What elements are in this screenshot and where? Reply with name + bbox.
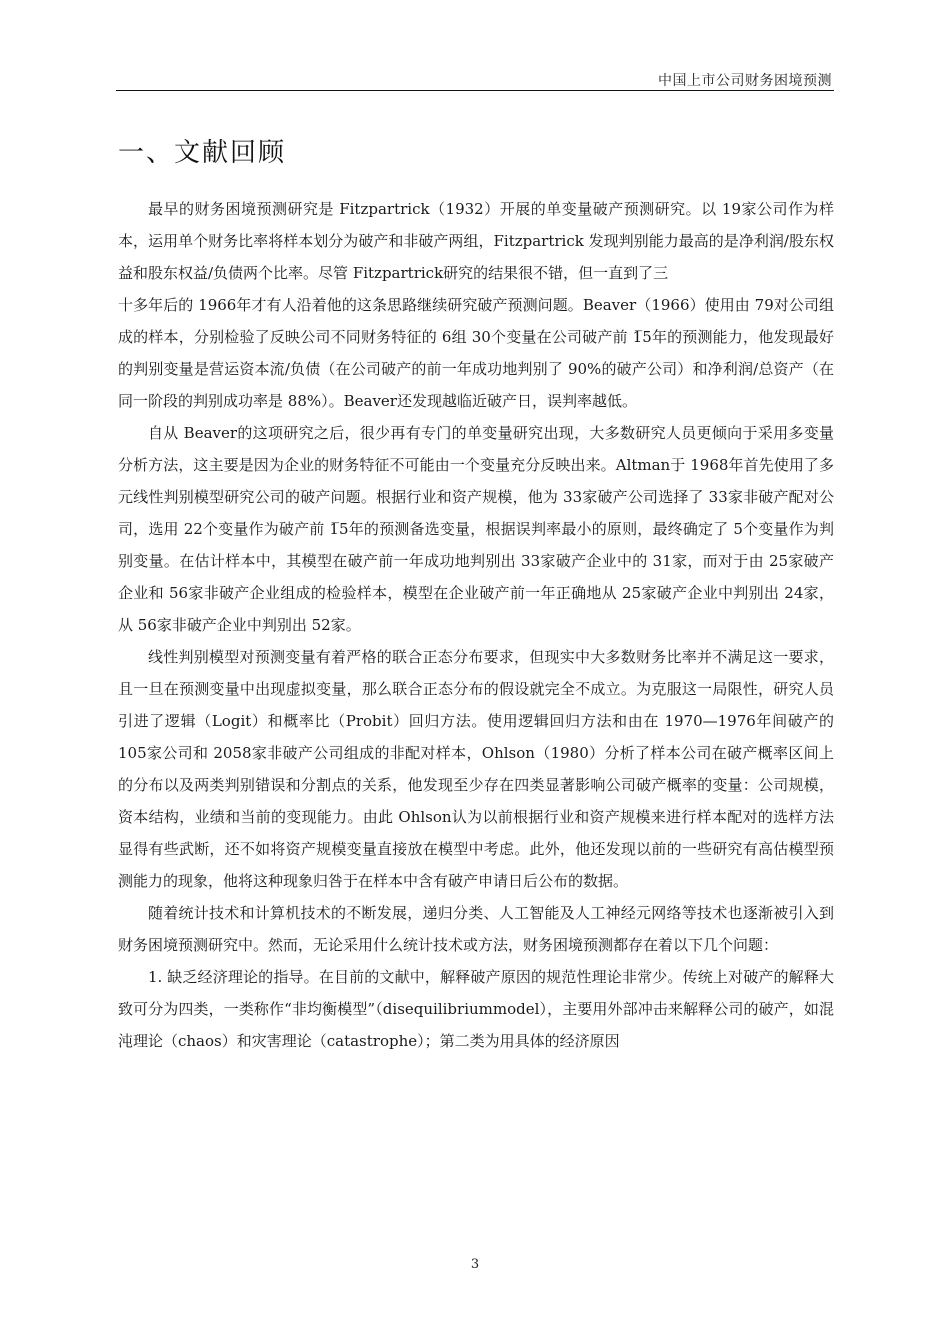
section-title: 一、文献回顾 xyxy=(118,138,287,168)
page-number: 3 xyxy=(470,1257,480,1272)
paragraph-1: 最早的财务困境预测研究是 Fitzpartrick（1932）开展的单变量破产预测研究。以 19家公司作为样本，运用单个财务比率将样本划分为破产和非破产两组，Fitzpartrick 发现判别能力最高的是净利润/股东权益和股东权益/负债两个比率。尽管 Fitzpartrick研究的结果很不错，但一直到了三 xyxy=(118,200,834,282)
running-header-title: 中国上市公司财务困境预测 xyxy=(658,73,832,89)
body-text xyxy=(118,193,834,1057)
header-rule xyxy=(116,90,834,91)
paragraph-3: 线性判别模型对预测变量有着严格的联合正态分布要求，但现实中大多数财务比率并不满足这一要求，且一旦在预测变量中出现虚拟变量，那么联合正态分布的假设就完全不成立。为克服这一局限性，研究人员引进了逻辑（Logit）和概率比（Probit）回归方法。使用逻辑回归方法和由在 1970—1976年间破产的 105家公司和 2058家非破产公司组成的非配对样本，Ohlson（1980）分析了样本公司在破产概率区间上的分布以及两类判别错误和分割点的关系，他发现至少存在四类显著影响公司破产概率的变量：公司规模，资本结构，业绩和当前的变现能力。由此 Ohlson认为以前根据行业和资产规模来进行样本配对的选样方法显得有些武断，还不如将资产规模变量直接放在模型中考虑。此外，他还发现以前的一些研究有高估模型预测能力的现象，他将这种现象归咎于在样本中含有破产申请日后公布的数据。 xyxy=(118,648,834,890)
paragraph-4: 随着统计技术和计算机技术的不断发展，递归分类、人工智能及人工神经元网络等技术也逐渐被引入到财务困境预测研究中。然而，无论采用什么统计技术或方法，财务困境预测都存在着以下几个问题： xyxy=(118,904,834,954)
paragraph-1-continuation: 十多年后的 1966年才有人沿着他的这条思路继续研究破产预测问题。Beaver（1966）使用由 79对公司组成的样本，分别检验了反映公司不同财务特征的 6组 30个变量在公司破产前 1̅5年的预测能力，他发现最好的判别变量是营运资本流/负债（在公司破产的前一年成功地判别了 90%的破产公司）和净利润/总资产（在同一阶段的判别成功率是 88%）。Beaver还发现越临近破产日，误判率越低。 xyxy=(118,296,834,410)
paragraph-5-list-item: 1. 缺乏经济理论的指导。在目前的文献中，解释破产原因的规范性理论非常少。传统上对破产的解释大致可分为四类，一类称作“非均衡模型”（disequilibriummodel），主要用外部冲击来解释公司的破产，如混沌理论（chaos）和灾害理论（catastrophe）；第二类为用具体的经济原因 xyxy=(118,968,834,1050)
paragraph-2: 自从 Beaver的这项研究之后，很少再有专门的单变量研究出现，大多数研究人员更倾向于采用多变量分析方法，这主要是因为企业的财务特征不可能由一个变量充分反映出来。Altman于 1968年首先使用了多元线性判别模型研究公司的破产问题。根据行业和资产规模，他为 33家破产公司选择了 33家非破产配对公司，选用 22个变量作为破产前 1̅5年的预测备选变量，根据误判率最小的原则，最终确定了 5个变量作为判别变量。在估计样本中，其模型在破产前一年成功地判别出 33家破产企业中的 31家，而对于由 25家破产企业和 56家非破产企业组成的检验样本，模型在企业破产前一年正确地从 25家破产企业中判别出 24家，从 56家非破产企业中判别出 52家。 xyxy=(118,424,834,634)
